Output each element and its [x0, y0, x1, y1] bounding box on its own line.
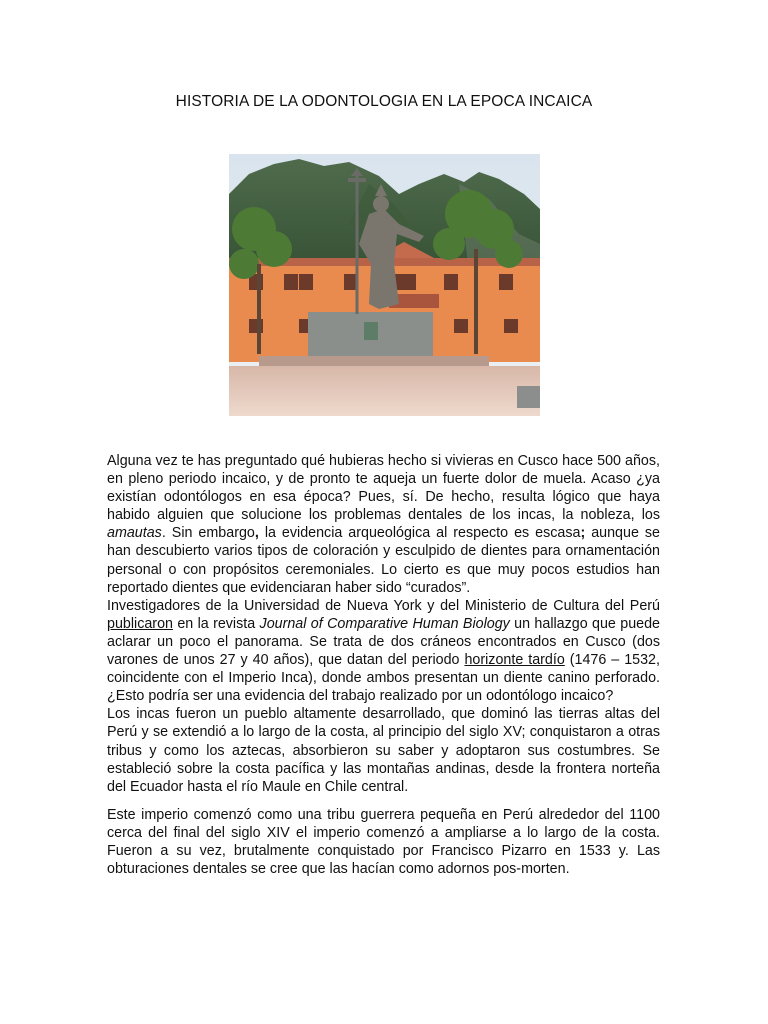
paragraph-1 [107, 452, 660, 597]
italic-term-amautas: amautas [107, 525, 162, 542]
inca-statue-photo [229, 154, 540, 416]
bold-semicolon: ; [580, 525, 586, 542]
text-segment: en la revista [172, 615, 260, 632]
document-title: HISTORIA DE LA ODONTOLOGIA EN LA EPOCA INCAICA [175, 93, 593, 110]
paragraph-2 [107, 597, 660, 706]
text-segment: Investigadores de la Universidad de Nueva York y del Ministerio de Cultura del Perú [107, 597, 660, 614]
text-segment: Alguna vez te has preguntado qué hubieras hecho si vivieras en Cusco hace 500 años, en pleno periodo incaico, y de pronto te aqueja un fuerte dolor de muela. Acaso ¿ya existían odontólogos en esa época? Pues, sí. De hecho, resulta lógico que haya habido alguien que solucione los problemas dentales de los incas, la nobleza, los [107, 453, 660, 524]
link-publicaron[interactable]: publicaron [107, 615, 173, 632]
text-segment: . Sin embargo [161, 525, 255, 542]
bold-comma: , [254, 525, 259, 542]
body-text [107, 452, 660, 878]
paragraph-4: Este imperio comenzó como una tribu guerrera pequeña en Perú alrededor del 1100 cerca del final del siglo XIV el imperio comenzó a ampliarse a lo largo de la costa. Fueron a su vez, brutalmente conquistado por Francisco Pizarro en 1533 y. Las obturaciones dentales se cree que las hacían como adornos pos-morten. [107, 806, 660, 878]
paragraph-3: Los incas fueron un pueblo altamente desarrollado, que dominó las tierras altas del Perú y se extendió a lo largo de la costa, al principio del siglo XV; conquistaron a otras tribus y como los aztecas, absorbieron su saber y adoptaron sus costumbres. Se estableció sobre la costa pacífica y las montañas andinas, desde la frontera norteña del Ecuador hasta el río Maule en Chile central. [107, 706, 660, 795]
journal-name: Journal of Comparative Human Biology [259, 615, 510, 632]
link-horizonte-tardio[interactable]: horizonte tardío [464, 652, 565, 669]
inca-statue-illustration [229, 154, 540, 416]
text-segment: aunque se han descubierto varios tipos de coloración y esculpido de dientes para ornamentación personal o con propósitos ceremoniales. Lo cierto es que muy pocos estudios han reportado dientes que evidenciaran haber sido “curados”. [107, 525, 660, 596]
text-segment: un hallazgo que puede aclarar un poco el panorama. Se trata de dos cráneos encontrados en Cusco (dos varones de unos 27 y 40 años), que datan del periodo [107, 615, 660, 669]
text-segment: la evidencia arqueológica al respecto es escasa [258, 525, 581, 542]
text-segment: (1476 – 1532, coincidente con el Imperio Inca), donde ambos presentan un diente canino perforado. ¿Esto podría ser una evidencia del trabajo realizado por un odontólogo incaico? [107, 652, 660, 705]
